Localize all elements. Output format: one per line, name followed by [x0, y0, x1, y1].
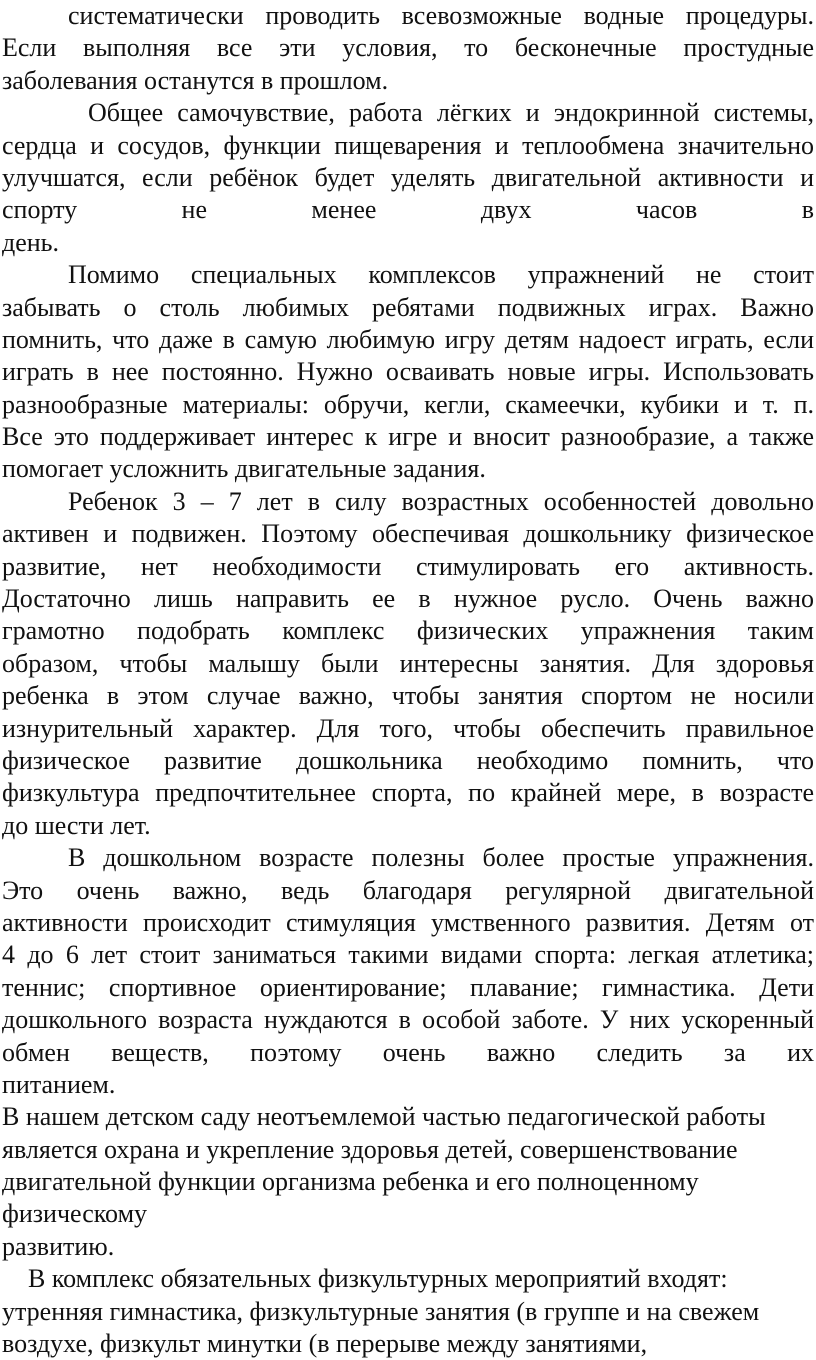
- text-line: теннис; спортивное ориентирование; плавание; гимнастика. Дети: [2, 972, 814, 1002]
- text-line: В комплекс обязательных физкультурных мероприятий входят:: [28, 1264, 728, 1294]
- text-line: дошкольного возраста нуждаются в особой заботе. У них ускоренный: [2, 1005, 814, 1035]
- text-line: 4 до 6 лет стоит заниматься такими видами спорта: легкая атлетика;: [2, 940, 814, 970]
- text-line: двигательной функции организма ребенка и его полноценному: [2, 1167, 699, 1197]
- text-line: Все это поддерживает интерес к игре и вносит разнообразие, а также: [2, 422, 814, 452]
- text-line: играть в нее постоянно. Нужно осваивать новые игры. Использовать: [2, 357, 814, 387]
- text-line: утренняя гимнастика, физкультурные занятия (в группе и на свежем: [2, 1296, 760, 1326]
- text-line: В дошкольном возрасте полезны более простые упражнения.: [68, 843, 814, 873]
- text-line: развитию.: [2, 1231, 115, 1261]
- text-line: развитие, нет необходимости стимулировать его активность.: [2, 551, 814, 581]
- text-line: систематически проводить всевозможные водные процедуры.: [68, 1, 814, 30]
- text-line: забывать о столь любимых ребятами подвижных играх. Важно: [2, 292, 814, 322]
- text-line: воздухе, физкульт минутки (в перерыве между занятиями,: [2, 1329, 648, 1359]
- text-line: питанием.: [2, 1069, 116, 1099]
- text-line: является охрана и укрепление здоровья детей, совершенствование: [2, 1134, 738, 1164]
- text-line: помогает усложнить двигательные задания.: [2, 454, 486, 484]
- text-line: изнурительный характер. Для того, чтобы обеспечить правильное: [2, 713, 814, 743]
- text-line: Общее самочувствие, работа лёгких и эндокринной системы,: [88, 98, 814, 128]
- text-line: Ребенок 3 – 7 лет в силу возрастных особенностей довольно: [68, 486, 814, 516]
- text-line: до шести лет.: [2, 810, 151, 840]
- text-line: физическому: [2, 1199, 148, 1229]
- text-line: заболевания останутся в прошлом.: [2, 65, 389, 95]
- text-line: обмен веществ, поэтому очень важно следить за их: [2, 1037, 814, 1067]
- text-line: грамотно подобрать комплекс физических упражнения таким: [2, 616, 814, 646]
- text-line: В нашем детском саду неотъемлемой частью педагогической работы: [2, 1102, 766, 1132]
- text-line: Это очень важно, ведь благодаря регулярной двигательной: [2, 875, 814, 905]
- text-line: помнить, что даже в самую любимую игру детям надоест играть, если: [2, 324, 814, 354]
- text-line: разнообразные материалы: обручи, кегли, скамеечки, кубики и т. п.: [2, 389, 814, 419]
- text-line: улучшатся, если ребёнок будет уделять двигательной активности и: [2, 162, 814, 192]
- text-line: Помимо специальных комплексов упражнений не стоит: [68, 260, 814, 290]
- text-line: день.: [2, 227, 60, 257]
- text-line: активен и подвижен. Поэтому обеспечивая дошкольнику физическое: [2, 519, 814, 549]
- text-line: спорту не менее двух часов в: [2, 195, 814, 225]
- text-line: сердца и сосудов, функции пищеварения и теплообмена значительно: [2, 130, 814, 160]
- text-line: физкультура предпочтительнее спорта, по крайней мере, в возрасте: [2, 778, 814, 808]
- text-line: Если выполняя все эти условия, то бесконечные простудные: [2, 33, 814, 63]
- text-line: образом, чтобы малышу были интересны занятия. Для здоровья: [2, 648, 814, 678]
- text-line: физическое развитие дошкольника необходимо помнить, что: [2, 745, 814, 775]
- text-line: Достаточно лишь направить ее в нужное русло. Очень важно: [2, 584, 814, 614]
- text-line: ребенка в этом случае важно, чтобы занятия спортом не носили: [2, 681, 814, 711]
- text-line: активности происходит стимуляция умственного развития. Детям от: [2, 907, 814, 937]
